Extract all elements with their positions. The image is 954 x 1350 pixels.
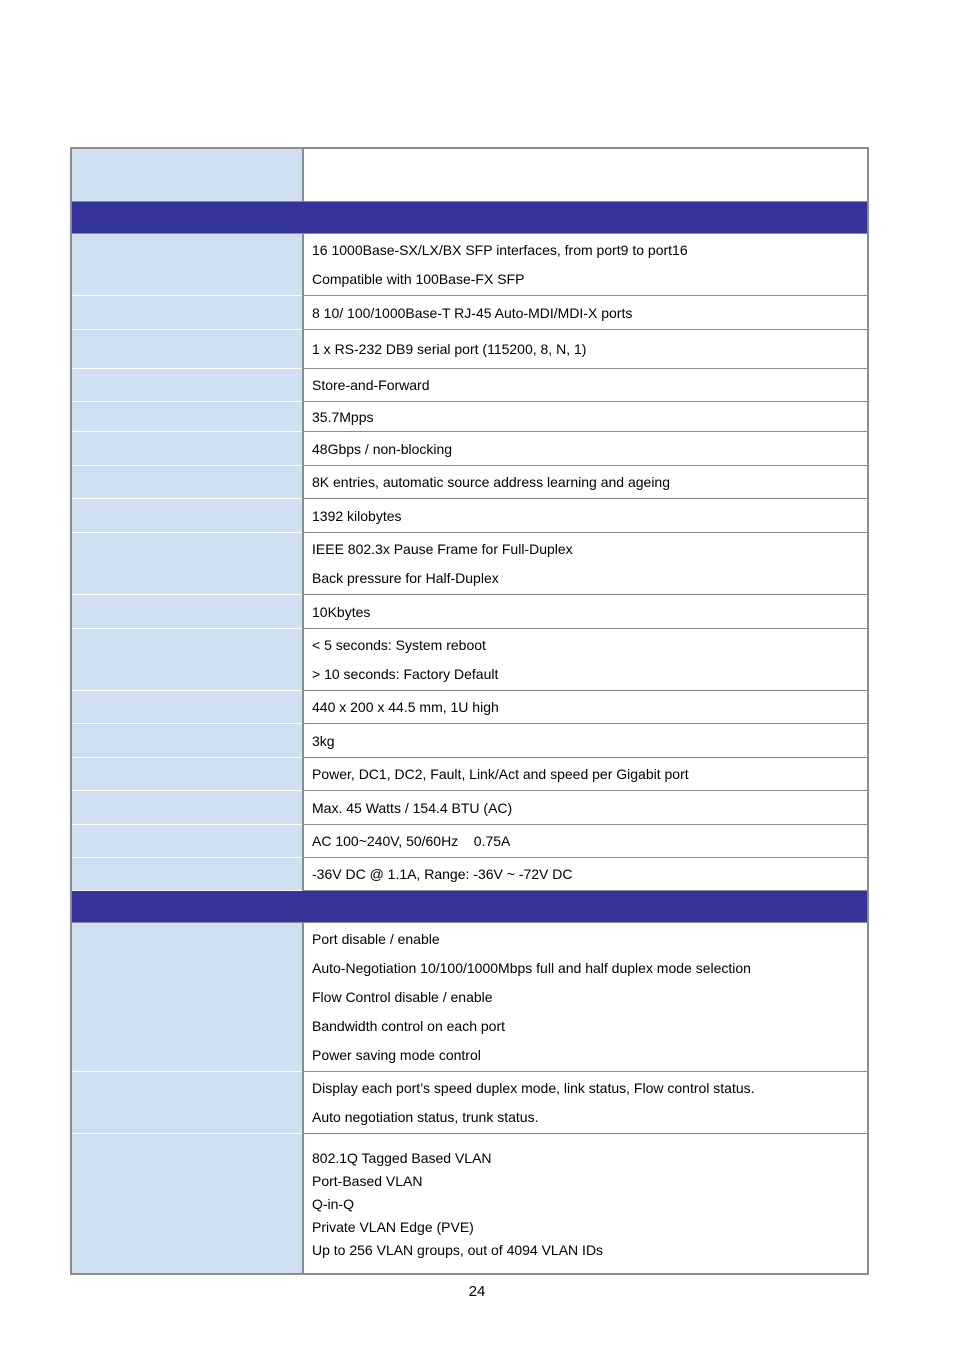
spec-label-cell bbox=[71, 758, 303, 791]
spec-label-cell bbox=[71, 825, 303, 858]
spec-value-line: 10Kbytes bbox=[312, 603, 371, 620]
spec-row bbox=[71, 432, 868, 466]
spec-value-cell bbox=[303, 296, 868, 330]
spec-value-cell bbox=[303, 629, 868, 691]
spec-row bbox=[71, 595, 868, 629]
spec-value-cell bbox=[303, 432, 868, 466]
spec-value-line: Power, DC1, DC2, Fault, Link/Act and speed per Gigabit port bbox=[312, 766, 689, 782]
spec-value-line: 35.7Mpps bbox=[312, 408, 374, 425]
spec-row bbox=[71, 1134, 868, 1275]
spec-value-line: Port disable / enable bbox=[312, 931, 440, 947]
spec-row bbox=[71, 724, 868, 758]
spec-value-line: Display each port’s speed duplex mode, link status, Flow control status. bbox=[312, 1080, 755, 1096]
spec-value-cell bbox=[303, 234, 868, 296]
spec-row bbox=[71, 296, 868, 330]
spec-value-cell bbox=[303, 758, 868, 791]
spec-row bbox=[71, 791, 868, 825]
section-header-row bbox=[71, 202, 868, 234]
spec-value-line: Flow Control disable / enable bbox=[312, 989, 493, 1005]
spec-value-cell bbox=[303, 369, 868, 402]
spec-row bbox=[71, 402, 868, 432]
spec-value-line: Up to 256 VLAN groups, out of 4094 VLAN IDs bbox=[312, 1241, 604, 1258]
spec-row bbox=[71, 629, 868, 691]
spec-value-line: 802.1Q Tagged Based VLAN bbox=[312, 1149, 492, 1166]
spec-value-line: 16 1000Base-SX/LX/BX SFP interfaces, from port9 to port16 bbox=[312, 242, 688, 258]
spec-value-line: Private VLAN Edge (PVE) bbox=[312, 1218, 474, 1235]
spec-value-line: Auto negotiation status, trunk status. bbox=[312, 1109, 539, 1125]
spec-value-line: Compatible with 100Base-FX SFP bbox=[312, 271, 525, 287]
spec-label-cell bbox=[71, 595, 303, 629]
spec-value-line: Q-in-Q bbox=[312, 1195, 354, 1212]
spec-value-line: 8K entries, automatic source address learning and ageing bbox=[312, 474, 670, 490]
spec-value-line: Back pressure for Half-Duplex bbox=[312, 570, 499, 586]
spec-row bbox=[71, 691, 868, 724]
header-value-cell bbox=[303, 148, 868, 202]
spec-label-cell bbox=[71, 296, 303, 330]
spec-value-cell bbox=[303, 402, 868, 432]
header-label-cell bbox=[71, 148, 303, 202]
spec-value-cell bbox=[303, 923, 868, 1072]
spec-value-line: Bandwidth control on each port bbox=[312, 1018, 506, 1034]
spec-label-cell bbox=[71, 466, 303, 499]
spec-label-cell bbox=[71, 499, 303, 533]
spec-value-cell bbox=[303, 691, 868, 724]
spec-value-line: 1 x RS-232 DB9 serial port (115200, 8, N, 1) bbox=[312, 341, 587, 357]
spec-label-cell bbox=[71, 923, 303, 1072]
spec-value-line: Max. 45 Watts / 154.4 BTU (AC) bbox=[312, 799, 513, 816]
section-title bbox=[71, 891, 868, 923]
spec-label-cell bbox=[71, 1072, 303, 1134]
spec-value-cell bbox=[303, 466, 868, 499]
spec-value-line: Port-Based VLAN bbox=[312, 1172, 423, 1189]
spec-value-line: 1392 kilobytes bbox=[312, 507, 402, 524]
spec-row bbox=[71, 825, 868, 858]
header-row bbox=[71, 148, 868, 202]
spec-value-line: < 5 seconds: System reboot bbox=[312, 637, 486, 653]
page-number: 24 bbox=[468, 1283, 486, 1300]
spec-value-cell bbox=[303, 330, 868, 369]
spec-value-cell bbox=[303, 791, 868, 825]
spec-value-cell bbox=[303, 1072, 868, 1134]
spec-label-cell bbox=[71, 691, 303, 724]
spec-label-cell bbox=[71, 791, 303, 825]
spec-value-line: IEEE 802.3x Pause Frame for Full-Duplex bbox=[312, 541, 573, 557]
spec-value-line: AC 100~240V, 50/60Hz 0.75A bbox=[312, 833, 511, 849]
spec-label-cell bbox=[71, 369, 303, 402]
section-title bbox=[71, 202, 868, 234]
spec-row bbox=[71, 758, 868, 791]
spec-value-cell bbox=[303, 1134, 868, 1275]
spec-value-line: Power saving mode control bbox=[312, 1047, 481, 1063]
spec-value-cell bbox=[303, 858, 868, 891]
spec-row bbox=[71, 369, 868, 402]
spec-label-cell bbox=[71, 402, 303, 432]
spec-label-cell bbox=[71, 724, 303, 758]
spec-row bbox=[71, 533, 868, 595]
spec-label-cell bbox=[71, 858, 303, 891]
spec-label-cell bbox=[71, 234, 303, 296]
spec-label-cell bbox=[71, 432, 303, 466]
specification-table bbox=[70, 147, 869, 1275]
spec-value-line: 3kg bbox=[312, 732, 335, 749]
spec-row bbox=[71, 923, 868, 1072]
spec-value-cell bbox=[303, 825, 868, 858]
spec-value-line: 48Gbps / non-blocking bbox=[312, 440, 453, 457]
spec-value-line: -36V DC @ 1.1A, Range: -36V ~ -72V DC bbox=[312, 866, 573, 882]
spec-row bbox=[71, 234, 868, 296]
spec-value-line: 8 10/ 100/1000Base-T RJ-45 Auto-MDI/MDI-X ports bbox=[312, 304, 633, 321]
spec-row bbox=[71, 466, 868, 499]
spec-label-cell bbox=[71, 533, 303, 595]
spec-label-cell bbox=[71, 1134, 303, 1275]
spec-value-cell bbox=[303, 595, 868, 629]
spec-value-line: 440 x 200 x 44.5 mm, 1U high bbox=[312, 699, 499, 715]
spec-value-line: > 10 seconds: Factory Default bbox=[312, 666, 499, 682]
spec-value-line: Auto-Negotiation 10/100/1000Mbps full and half duplex mode selection bbox=[312, 960, 751, 976]
spec-value-line: Store-and-Forward bbox=[312, 377, 430, 393]
spec-row bbox=[71, 858, 868, 891]
spec-row bbox=[71, 499, 868, 533]
spec-row bbox=[71, 330, 868, 369]
spec-value-cell bbox=[303, 499, 868, 533]
spec-row bbox=[71, 1072, 868, 1134]
spec-value-cell bbox=[303, 724, 868, 758]
spec-value-cell bbox=[303, 533, 868, 595]
spec-label-cell bbox=[71, 330, 303, 369]
section-header-row bbox=[71, 891, 868, 923]
spec-label-cell bbox=[71, 629, 303, 691]
